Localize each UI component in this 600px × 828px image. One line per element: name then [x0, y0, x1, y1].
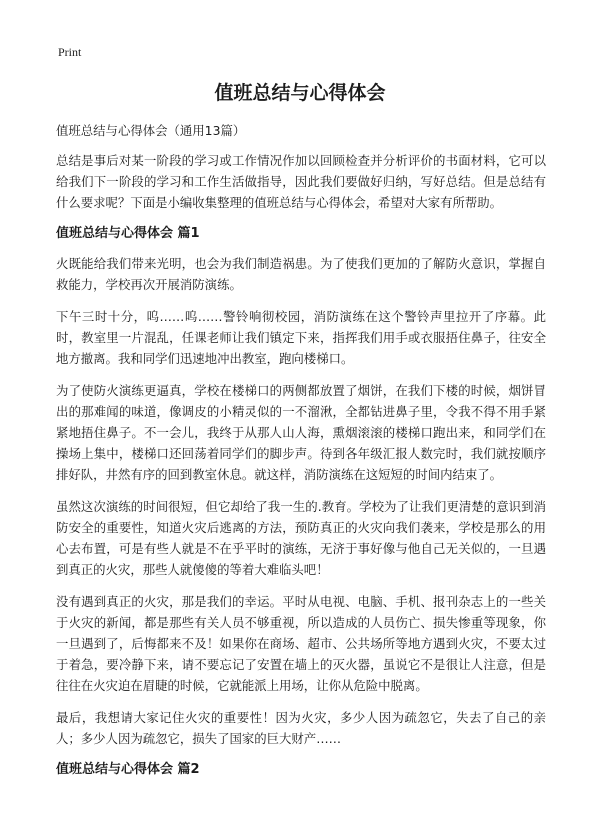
section1-paragraph-6: 最后，我想请大家记住火灾的重要性！因为火灾，多少人因为疏忽它，失去了自己的亲人；多少人因为疏忽它，损失了国家的巨大财产…… [56, 710, 546, 746]
section1-paragraph-2: 下午三时十分，呜……呜……警铃响彻校园，消防演练在这个警铃声里拉开了序幕。此时，教室里一片混乱，任课老师让我们镇定下来，指挥我们用手或衣服捂住鼻子，往安全地方撤离。我和同学们迅速地冲出教室，跑向楼梯口。 [56, 309, 546, 366]
section1-paragraph-3: 为了使防火演练更逼真，学校在楼梯口的两侧都放置了烟饼，在我们下楼的时候，烟饼冒出的那难闻的味道，像调皮的小精灵似的一不溜湫，全都钻进鼻子里，令我不得不用手紧紧地捂住鼻子。不一会儿，我终于从那人山人海，熏烟滚滚的楼梯口跑出来，和同学们在操场上集中，楼梯口还回荡着同学们的脚步声。待到各年级汇报人数完时，我们就按顺序排好队，井然有序的回到教室休息。就这样，消防演练在这短短的时间内结束了。 [56, 383, 546, 482]
intro-paragraph: 总结是事后对某一阶段的学习或工作情况作加以回顾检查并分析评价的书面材料，它可以给我们下一阶段的学习和工作生活做指导，因此我们要做好归纳，写好总结。但是总结有什么要求呢？下面是小编收集整理的值班总结与心得体会，希望对大家有所帮助。 [56, 153, 546, 210]
article-body [56, 120, 546, 789]
section1-paragraph-5: 没有遇到真正的火灾，那是我们的幸运。平时从电视、电脑、手机、报刊杂志上的一些关于火灾的新闻，都是那些有关人员不够重视，所以造成的人员伤亡、损失惨重等现象，你一旦遇到了，后悔都来不及！如果你在商场、超市、公共场所等地方遇到火灾，不要太过于着急，要冷静下来，请不要忘记了安置在墙上的灭火器，虽说它不是很让人注意，但是往往在火灾迫在眉睫的时候，它就能派上用场，让你从危险中脱离。 [56, 594, 546, 693]
section-heading-2: 值班总结与心得体会 篇2 [56, 762, 200, 777]
page-title: 值班总结与心得体会 [214, 82, 386, 104]
section1-paragraph-4: 虽然这次演练的时间很短，但它却给了我一生的.教育。学校为了让我们更清楚的意识到消防安全的重要性，知道火灾后逃离的方法，预防真正的火灾向我们袭来，学校是那么的用心去布置，可是有些人就是不在乎平时的演练，无济于事好像与他自己无关似的，一旦遇到真正的火灾，那些人就傻傻的等着大难临头吧！ [56, 499, 546, 577]
section-heading-1: 值班总结与心得体会 篇1 [56, 226, 200, 241]
section1-paragraph-1: 火既能给我们带来光明，也会为我们制造祸患。为了使我们更加的了解防火意识，掌握自救能力，学校再次开展消防演练。 [56, 256, 546, 292]
article-subtitle: 值班总结与心得体会（通用13篇） [56, 123, 246, 138]
print-link[interactable]: Print [58, 45, 82, 59]
